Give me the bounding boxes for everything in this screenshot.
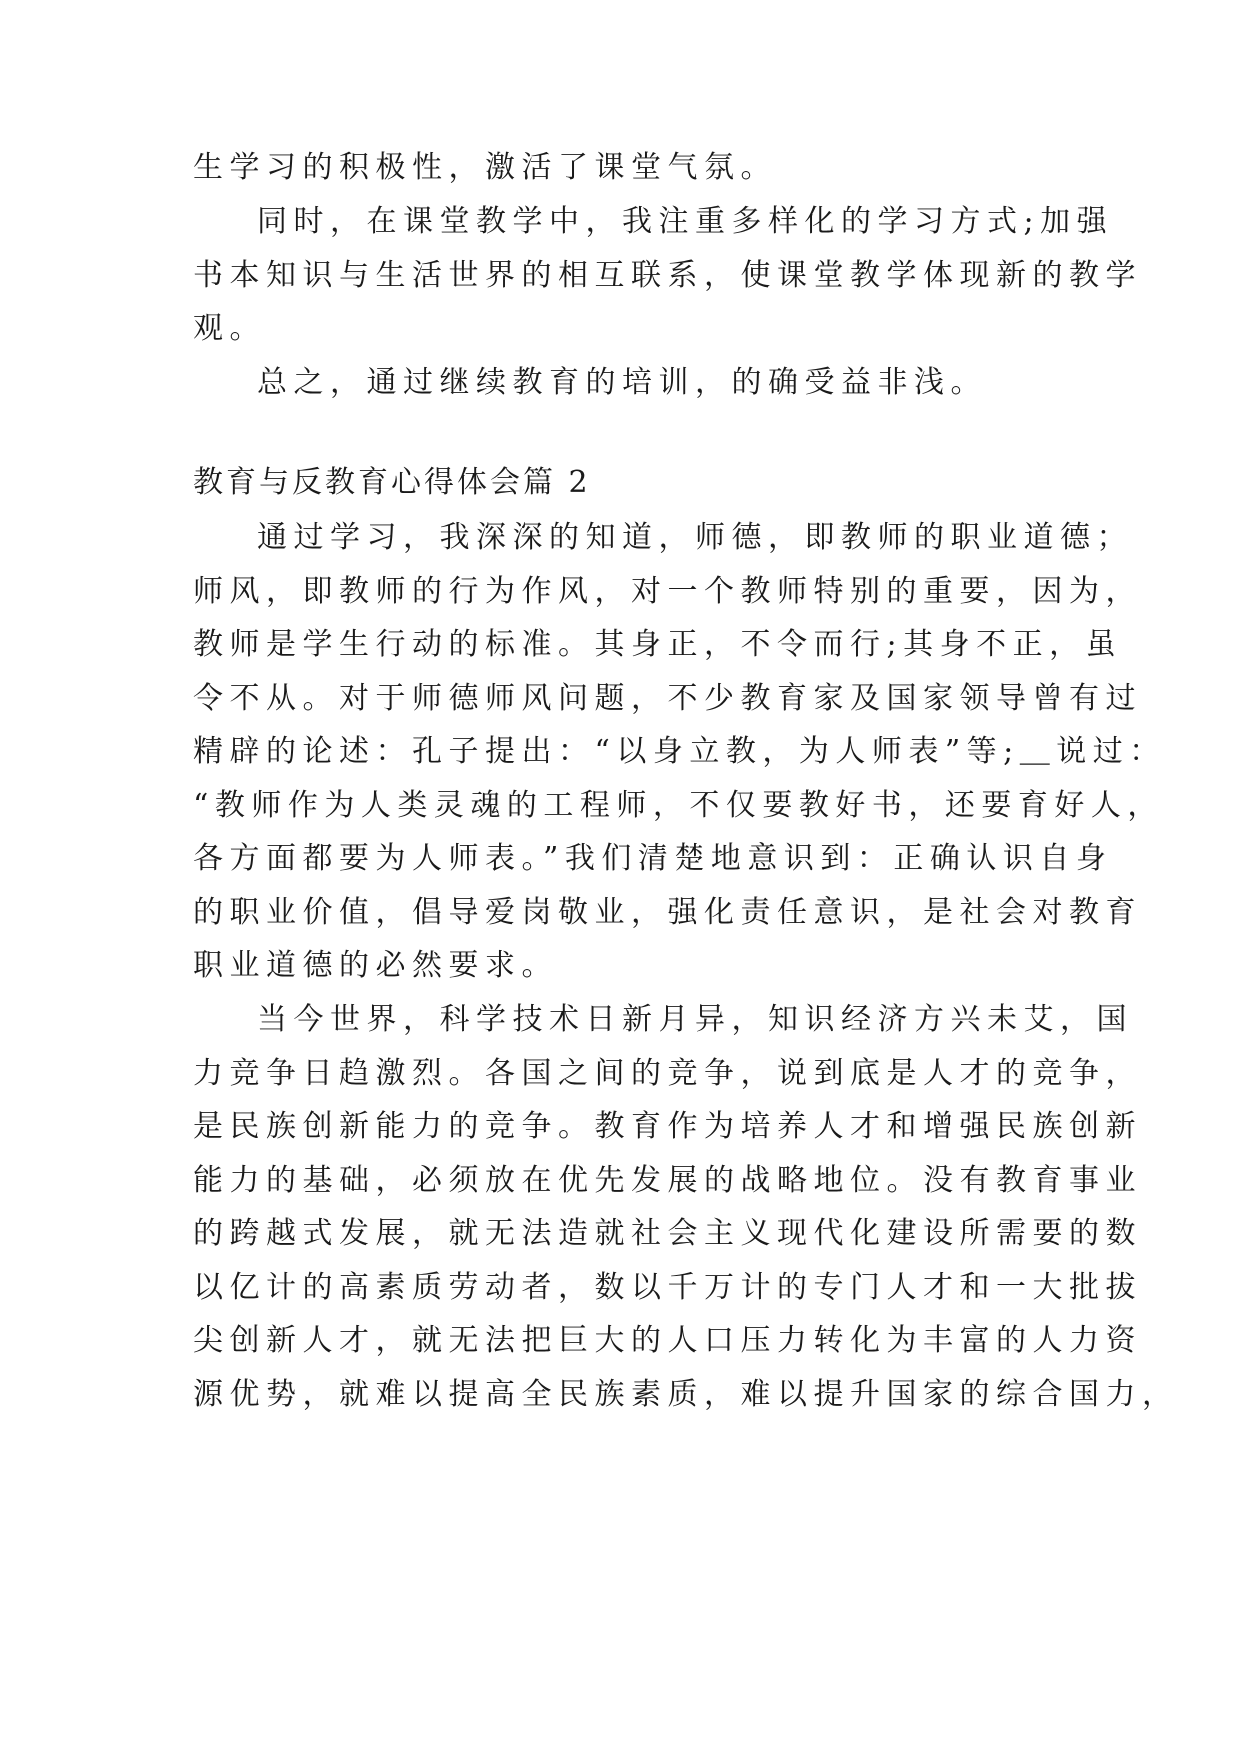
paragraph-line: 以亿计的高素质劳动者，数以千万计的专门人才和一大批拔 [193, 1270, 1142, 1305]
paragraph-line: 力竞争日趋激烈。各国之间的竞争，说到底是人才的竞争， [193, 1056, 1142, 1091]
paragraph-line: 源优势，就难以提高全民族素质，难以提升国家的综合国力， [193, 1377, 1179, 1412]
paragraph-line: 能力的基础，必须放在优先发展的战略地位。没有教育事业 [193, 1163, 1142, 1198]
paragraph-line: “教师作为人类灵魂的工程师，不仅要教好书，还要育好人， [193, 788, 1164, 823]
paragraph-line: 精辟的论述：孔子提出：“以身立教，为人师表”等;＿说过： [193, 734, 1166, 769]
paragraph-line: 总之，通过继续教育的培训，的确受益非浅。 [257, 365, 987, 400]
paragraph-line: 观。 [193, 311, 266, 346]
paragraph-line: 同时，在课堂教学中，我注重多样化的学习方式;加强 [257, 204, 1114, 239]
paragraph-line: 尖创新人才，就无法把巨大的人口压力转化为丰富的人力资 [193, 1323, 1142, 1358]
paragraph-line: 是民族创新能力的竞争。教育作为培养人才和增强民族创新 [193, 1109, 1142, 1144]
paragraph-line: 师风，即教师的行为作风，对一个教师特别的重要，因为， [193, 574, 1142, 609]
paragraph-line: 书本知识与生活世界的相互联系，使课堂教学体现新的教学 [193, 258, 1142, 293]
paragraph-line: 教师是学生行动的标准。其身正，不令而行;其身不正，虽 [193, 627, 1123, 662]
paragraph-line: 的跨越式发展，就无法造就社会主义现代化建设所需要的数 [193, 1216, 1142, 1251]
paragraph-line: 各方面都要为人师表。”我们清楚地意识到：正确认识自身 [193, 841, 1113, 876]
paragraph-line: 令不从。对于师德师风问题，不少教育家及国家领导曾有过 [193, 681, 1142, 716]
paragraph-line: 职业道德的必然要求。 [193, 948, 558, 983]
paragraph-line: 当今世界，科学技术日新月异，知识经济方兴未艾，国 [257, 1002, 1133, 1037]
paragraph-line: 通过学习，我深深的知道，师德，即教师的职业道德； [257, 520, 1133, 555]
paragraph-line: 生学习的积极性，激活了课堂气氛。 [193, 150, 777, 185]
paragraph-line: 的职业价值，倡导爱岗敬业，强化责任意识，是社会对教育 [193, 895, 1142, 930]
section-heading: 教育与反教育心得体会篇 2 [193, 465, 591, 500]
